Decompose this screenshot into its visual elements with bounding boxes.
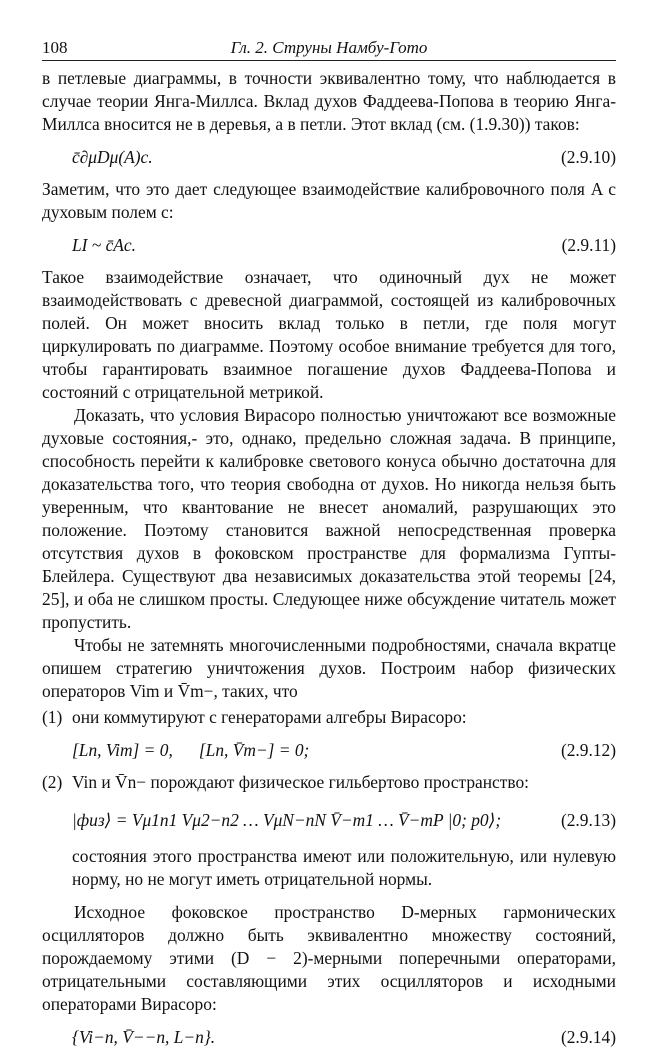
equation-number: (2.9.11): [561, 235, 616, 255]
page-body: [42, 67, 616, 1058]
equation-formula: LI ~ c̄Ac.: [72, 235, 136, 255]
list-item-label: (1): [42, 707, 63, 727]
equation-2-9-14: [42, 1026, 616, 1049]
equation-number: (2.9.13): [560, 810, 616, 830]
equation-number: (2.9.10): [560, 147, 616, 167]
list-item-text: они коммутируют с генераторами алгебры Вирасоро:: [72, 707, 467, 727]
equation-2-9-10: [42, 146, 616, 169]
paragraph-1: в петлевые диаграммы, в точности эквивалентно тому, что наблюдается в случае теории Янга-Миллса. Вклад духов Фаддеева-Попова в теорию Янга-Миллса вносится не в деревья, а в петли. Этот вклад (см. (1.9.30)) таков:: [42, 68, 616, 134]
equation-formula: |физ⟩ = Vμ1n1 Vμ2−n2 … VμN−nN V̄−m1 … V̄−mP |0; p0⟩;: [72, 810, 502, 830]
paragraph-2: Заметим, что это дает следующее взаимодействие калибровочного поля A с духовым полем c:: [42, 179, 616, 222]
running-title: Гл. 2. Струны Намбу-Гото: [230, 38, 428, 57]
equation-number: (2.9.14): [560, 1027, 616, 1047]
equation-2-9-13: [42, 804, 616, 836]
paragraph-6: Исходное фоковское пространство D-мерных гармонических осцилляторов должно быть эквивалентно множеству состояний, порождаемому этими (D − 2)-мерными поперечными операторами, отрицательными составляющими этих осцилляторов и исходными операторами Вирасоро:: [42, 902, 616, 1014]
equation-number: (2.9.12): [560, 740, 616, 760]
equation-formula: c̄∂μDμ(A)c.: [72, 147, 153, 167]
list-item-2-continuation: состояния этого пространства имеют или положительную, или нулевую норму, но не могут иметь отрицательной нормы.: [72, 846, 616, 889]
paragraph-3: Такое взаимодействие означает, что одиночный дух не может взаимодействовать с древесной диаграммой, состоящей из калибровочных полей. Он может вносить вклад только в петли, где поля могут циркулировать по диаграмме. Поэтому особое внимание требуется для того, чтобы гарантировать взаимное погашение духов Фаддеева-Попова и состояний с отрицательной метрикой.: [42, 267, 616, 402]
list-item-2: [42, 771, 616, 794]
page-number: 108: [42, 38, 68, 57]
running-header: [42, 38, 616, 61]
equation-formula: {Vi−n, V̄−−n, L−n}.: [72, 1027, 216, 1047]
equation-2-9-12: [42, 739, 616, 762]
equation-formula: [Ln, Vim] = 0, [Ln, V̄m−] = 0;: [72, 740, 310, 760]
paragraph-5: Чтобы не затемнять многочисленными подробностями, сначала вкратце опишем стратегию уничтожения духов. Построим набор физических операторов Vim и V̄m−, таких, что: [42, 635, 616, 701]
paragraph-4: Доказать, что условия Вирасоро полностью уничтожают все возможные духовые состояния,- это, однако, предельно сложная задача. В принципе, способность перейти к калибровке светового конуса обычно достаточна для доказательства того, что теория свободна от духов. Но никогда нельзя быть уверенным, что квантование не внесет аномалий, разрушающих это положение. Поэтому становится важной непосредственная проверка отсутствия духов в фоковском пространстве для формализма Гупты-Блейлера. Существуют два независимых доказательства этой теоремы [24, 25], и оба не слишком просты. Следующее ниже обсуждение читатель может пропустить.: [42, 405, 616, 632]
list-item-text: Vin и V̄n− порождают физическое гильбертово пространство:: [72, 772, 529, 792]
list-item-1: [42, 706, 616, 729]
equation-2-9-11: [42, 234, 616, 257]
list-item-label: (2): [42, 772, 63, 792]
